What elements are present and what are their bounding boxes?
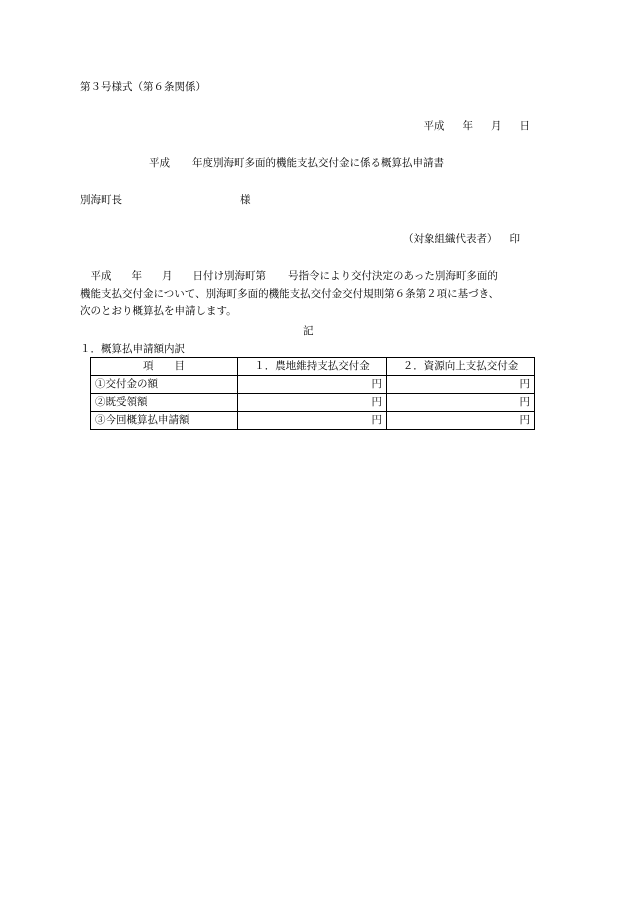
date-year-label: 年: [462, 120, 473, 132]
date-era: 平成: [423, 120, 445, 132]
ki-mark: 記: [303, 325, 314, 337]
amount-cell: 円: [238, 376, 387, 394]
form-number: 第３号様式（第６条関係）: [80, 81, 206, 93]
header-farmland-maintenance: １．農地維持支払交付金: [238, 358, 387, 376]
seal-mark: 印: [509, 233, 520, 245]
header-item: 項 目: [91, 358, 238, 376]
body-text: [80, 268, 560, 321]
body-line-1: [80, 268, 560, 286]
body-era: 平成: [90, 270, 112, 282]
title-text: 年度別海町多面的機能支払交付金に係る概算払申請書: [192, 157, 444, 169]
amount-cell: 円: [238, 394, 387, 412]
date-day-label: 日: [519, 120, 530, 132]
amount-cell: 円: [387, 412, 535, 430]
body-line-3: 次のとおり概算払を申請します。: [80, 305, 237, 317]
table-row: [91, 394, 535, 412]
amount-cell: 円: [387, 376, 535, 394]
addressee-honorific: 様: [240, 194, 251, 206]
body-month-label: 月: [162, 270, 173, 282]
date-month-label: 月: [491, 120, 502, 132]
applicant: [403, 234, 520, 245]
amount-cell: 円: [238, 412, 387, 430]
table-header-row: [91, 358, 535, 376]
row-label: ①交付金の額: [91, 376, 238, 394]
title-era: 平成: [149, 157, 170, 169]
addressee-name: 別海町長: [80, 194, 122, 206]
addressee: [80, 195, 251, 206]
amount-cell: 円: [387, 394, 535, 412]
document-title: [149, 158, 444, 169]
body-year-label: 年: [131, 270, 142, 282]
body-line-1-part-b: 号指令により交付決定のあった別海町多面的: [288, 270, 498, 282]
row-label: ③今回概算払申請額: [91, 412, 238, 430]
section-heading: １．概算払申請額内訳: [80, 343, 185, 355]
body-line-1-part-a: 日付け別海町第: [192, 270, 266, 282]
breakdown-table: [90, 357, 535, 430]
table-row: [91, 412, 535, 430]
applicant-label: （対象組織代表者）: [403, 233, 498, 245]
header-resource-improvement: ２．資源向上支払交付金: [387, 358, 535, 376]
table-row: [91, 376, 535, 394]
row-label: ②既受領額: [91, 394, 238, 412]
body-line-2: 機能支払交付金について、別海町多面的機能支払交付金交付規則第６条第２項に基づき、: [80, 287, 500, 300]
date-line: [424, 121, 531, 132]
